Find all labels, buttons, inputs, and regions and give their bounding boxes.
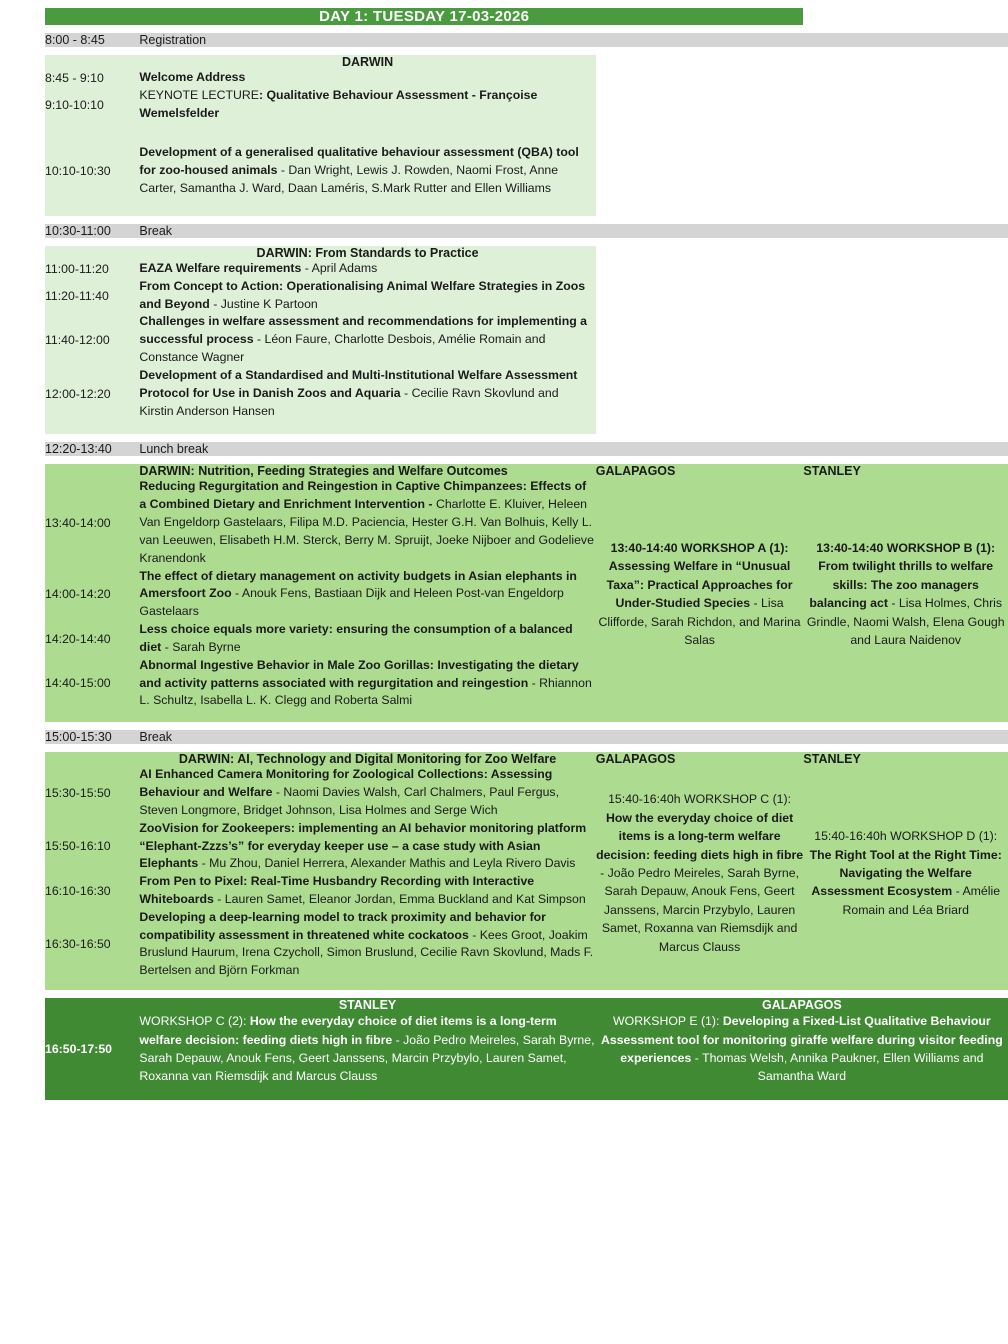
regurg-authors: Charlotte E. Kluiver, Heleen Van Engeldorp Gastelaars, Filipa M.D. Paciencia, Hester G.H. Van Bolhuis, Kelly L. van Leeuwen, Elisabeth H.M. Sterck, Berry M. Spruijt, Joeke Nijboer and Godelieve Kranendonk (139, 497, 594, 565)
cockatoos-title: Developing a deep-learning model to track proximity and behavior for compatibility assessment in threatened white cockatoos (139, 909, 546, 942)
nutrition-header-row (45, 464, 1008, 478)
qba-blank-row (45, 122, 1008, 144)
spacer (45, 744, 1008, 752)
nutrition-pad (45, 464, 139, 478)
spacer (45, 722, 1008, 730)
gap2 (139, 710, 595, 722)
session-header-ai: DARWIN: AI, Technology and Digital Monitoring for Zoo Welfare (139, 752, 595, 766)
gorillas-title: Abnormal Ingestive Behavior in Male Zoo Gorillas: Investigating the dietary and activity patterns associated with regurgitation and reingestion (139, 657, 579, 690)
day-banner-row (45, 8, 1008, 25)
eaza-time: 11:00-11:20 (45, 260, 139, 278)
regurg-title: Reducing Regurgitation and Reingestion in Captive Chimpanzees: Effects of a Combined Dietary and Enrichment Intervention - (139, 479, 587, 512)
gap4 (803, 980, 1008, 990)
cockatoos-authors: - Kees Groot, Joakim Bruslund Haurum, Irena Czycholl, Simon Bruslund, Cecilie Ravn Skovlund, Mads F. Bertelsen and Björn Forkman (139, 927, 594, 978)
gap (45, 980, 139, 990)
day-banner: DAY 1: TUESDAY 17-03-2026 (45, 8, 803, 25)
evening-content-row (45, 1012, 1008, 1086)
lunch-label: Lunch break (139, 442, 595, 456)
challenges-title: Challenges in welfare assessment and recommendations for implementing a successful process (139, 314, 588, 347)
standards-bottom-gap (45, 420, 1008, 434)
lunch-time: 12:20-13:40 (45, 442, 139, 456)
workshop-c2-title: How the everyday choice of diet items is a long-term welfare decision: feeding diets high in fibre (139, 1014, 557, 1047)
workshop-c1-time: 15:40-16:40h WORKSHOP C (1): (608, 792, 792, 807)
standards-pad (45, 246, 139, 260)
regurg-entry (139, 478, 595, 567)
blank-col-2 (803, 55, 1008, 69)
blank-col-2 (803, 313, 1008, 366)
room-header-stanley-1: STANLEY (803, 464, 1008, 478)
danish-authors: - Cecilie Ravn Skovlund and Kirstin Anderson Hansen (139, 385, 559, 418)
qba-gap-2 (139, 122, 595, 144)
registration-label: Registration (139, 33, 595, 47)
danish-time: 12:00-12:20 (45, 367, 139, 420)
regurg-row (45, 478, 1008, 567)
blank-col-1 (596, 313, 804, 366)
camera-entry (139, 766, 595, 819)
session-header-nutrition: DARWIN: Nutrition, Feeding Strategies and Welfare Outcomes (139, 464, 595, 478)
elephants-entry (139, 568, 595, 621)
qba-entry (139, 144, 595, 197)
welcome-row (45, 69, 1008, 87)
break1-time: 10:30-11:00 (45, 224, 139, 238)
break2-blank-2 (803, 730, 1008, 744)
gap (45, 710, 139, 722)
camera-time: 15:30-15:50 (45, 766, 139, 819)
workshop-e-cell (596, 1012, 1008, 1086)
zoovision-entry (139, 820, 595, 873)
spacer (45, 456, 1008, 464)
blank-col-1 (596, 278, 804, 314)
registration-blank-1 (596, 33, 804, 47)
penpixel-time: 16:10-16:30 (45, 873, 139, 909)
room-header-galapagos-2: GALAPAGOS (596, 752, 804, 766)
spacer (45, 238, 1008, 246)
spacer (45, 47, 1008, 55)
concept-time: 11:20-11:40 (45, 278, 139, 314)
gap2 (139, 980, 595, 990)
blank-col-2 (803, 198, 1008, 216)
regurg-time: 13:40-14:00 (45, 478, 139, 567)
gap (45, 198, 139, 216)
nutrition-bottom-gap (45, 710, 1008, 722)
challenges-row (45, 313, 1008, 366)
workshop-a-time: 13:40-14:40 WORKSHOP A (1): (610, 540, 789, 555)
spacer (45, 0, 1008, 8)
session-header-standards: DARWIN: From Standards to Practice (139, 246, 595, 260)
workshop-e-title: Developing a Fixed-List Qualitative Behaviour Assessment tool for monitoring giraffe welfare during visitor feeding experiences (600, 1014, 1003, 1065)
elephants-authors: - Anouk Fens, Bastiaan Dijk and Heleen Post-van Engeldorp Gastelaars (139, 586, 564, 619)
workshop-e-time: WORKSHOP E (1): (613, 1014, 723, 1029)
keynote-row (45, 87, 1008, 123)
blank-col-2 (803, 246, 1008, 260)
keynote-label: KEYNOTE LECTURE (139, 87, 259, 102)
blank-col-2 (803, 420, 1008, 434)
gap (45, 1086, 139, 1100)
blank-col-1 (596, 198, 804, 216)
cockatoos-time: 16:30-16:50 (45, 909, 139, 980)
evening-pad (45, 998, 139, 1012)
workshop-c1-authors: - João Pedro Meireles, Sarah Byrne, Sarah Depauw, Anouk Fens, Geert Janssens, Marcin Przybylo, Lauren Samet, Roxanna van Riemsdijk and Marcus Clauss (600, 865, 800, 954)
concept-row (45, 278, 1008, 314)
break2-row (45, 730, 1008, 744)
gap2 (139, 420, 595, 434)
break1-row (45, 224, 1008, 238)
workshop-b-cell (803, 478, 1008, 710)
workshop-c2-cell (139, 1012, 595, 1086)
break1-blank-1 (596, 224, 804, 238)
elephants-title: The effect of dietary management on activity budgets in Asian elephants in Amersfoort Zoo (139, 568, 577, 601)
registration-blank-2 (803, 33, 1008, 47)
room-header-darwin-1: DARWIN (139, 55, 595, 69)
lesschoice-entry (139, 621, 595, 657)
workshop-a-title: Assessing Welfare in “Unusual Taxa”: Practical Approaches for Under-Studied Species (606, 559, 793, 611)
concept-authors: - Justine K Partoon (209, 296, 318, 311)
zoovision-authors: - Mu Zhou, Daniel Herrera, Alexander Mathis and Leyla Rivero Davis (198, 856, 576, 871)
camera-row (45, 766, 1008, 819)
gorillas-time: 14:40-15:00 (45, 657, 139, 710)
blank-col-2 (803, 260, 1008, 278)
penpixel-authors: - Lauren Samet, Eleanor Jordan, Emma Buckland and Kat Simpson (213, 891, 586, 906)
ai-bottom-gap (45, 980, 1008, 990)
gap2 (139, 198, 595, 216)
spacer (45, 990, 1008, 998)
break2-time: 15:00-15:30 (45, 730, 139, 744)
lunch-blank-1 (596, 442, 804, 456)
blank-col-1 (596, 420, 804, 434)
gorillas-entry (139, 657, 595, 710)
eaza-row (45, 260, 1008, 278)
workshop-c1-title: How the everyday choice of diet items is a long-term welfare decision: feeding diets high in fibre (596, 810, 804, 862)
qba-time: 10:10-10:30 (45, 144, 139, 197)
gap4 (803, 710, 1008, 722)
welcome-title (139, 69, 595, 87)
workshop-b-time: 13:40-14:40 WORKSHOP B (1): (816, 540, 996, 555)
challenges-authors: - Léon Faure, Charlotte Desbois, Amélie Romain and Constance Wagner (139, 332, 546, 365)
lesschoice-time: 14:20-14:40 (45, 621, 139, 657)
elephants-time: 14:00-14:20 (45, 568, 139, 621)
workshop-d-authors: - Amélie Romain and Léa Briard (842, 884, 1001, 917)
blank-col-2 (803, 69, 1008, 87)
evening-bottom-gap (45, 1086, 1008, 1100)
registration-time: 8:00 - 8:45 (45, 33, 139, 47)
welcome-time: 8:45 - 9:10 (45, 69, 139, 87)
room-header-stanley-2: STANLEY (803, 752, 1008, 766)
qba-title: Development of a generalised qualitative behaviour assessment (QBA) tool for zoo-housed animals (139, 145, 579, 178)
workshop-e-authors: - Thomas Welsh, Annika Paukner, Ellen Williams and Samantha Ward (691, 1051, 984, 1084)
eaza-authors: - April Adams (301, 260, 378, 275)
blank-col-2 (803, 367, 1008, 420)
room-header-galapagos-3: GALAPAGOS (596, 998, 1008, 1012)
break1-label: Break (139, 224, 595, 238)
cockatoos-entry (139, 909, 595, 980)
evening-header-row (45, 998, 1008, 1012)
workshop-d-title: The Right Tool at the Right Time: Navigating the Welfare Assessment Ecosystem (809, 847, 1002, 899)
workshop-c2-authors: - João Pedro Meireles, Sarah Byrne, Sarah Depauw, Anouk Fens, Geert Janssens, Marcin Przybylo, Lauren Samet, Roxanna van Riemsdijk and Marcus Clauss (139, 1032, 595, 1084)
blank-col-1 (596, 367, 804, 420)
darwin-header-row-1 (45, 55, 1008, 69)
welcome-title-text: Welcome Address (139, 70, 246, 84)
blank-col-1 (596, 69, 804, 87)
evening-time: 16:50-17:50 (45, 1012, 139, 1086)
workshop-a-cell (596, 478, 804, 710)
gap3 (596, 1086, 1008, 1100)
eaza-title: EAZA Welfare requirements (139, 260, 302, 275)
gap (45, 420, 139, 434)
blank-col-1 (596, 260, 804, 278)
gap2 (139, 1086, 595, 1100)
standards-header-row (45, 246, 1008, 260)
blank-col-1 (596, 144, 804, 197)
blank-col-2 (803, 122, 1008, 144)
workshop-c2-time: WORKSHOP C (2): (139, 1014, 250, 1029)
zoovision-title: ZooVision for Zookeepers: implementing an AI behavior monitoring platform “Elephant-Zzzs’s” for everyday keeper use – a case study with Asian Elephants (139, 820, 587, 871)
lesschoice-authors: - Sarah Byrne (161, 639, 241, 654)
workshop-b-authors: - Lisa Holmes, Chris Grindle, Naomi Walsh, Elena Gough and Laura Naidenov (806, 596, 1005, 648)
workshop-b-title: From twilight thrills to welfare skills: The zoo managers balancing act (809, 559, 994, 611)
gap3 (596, 710, 804, 722)
blank-col-2 (803, 144, 1008, 197)
room-header-galapagos-1: GALAPAGOS (596, 464, 804, 478)
room-header-stanley-3: STANLEY (139, 998, 595, 1012)
break2-blank-1 (596, 730, 804, 744)
qba-row (45, 144, 1008, 197)
danish-entry (139, 367, 595, 420)
blank-col-1 (596, 122, 804, 144)
gap3 (596, 980, 804, 990)
blank-col-1 (596, 55, 804, 69)
keynote-entry (139, 87, 595, 123)
break2-label: Break (139, 730, 595, 744)
keynote-time: 9:10-10:10 (45, 87, 139, 123)
gorillas-authors: - Rhiannon L. Schultz, Isabella L. K. Clegg and Roberta Salmi (139, 675, 592, 708)
penpixel-entry (139, 873, 595, 909)
spacer (45, 434, 1008, 442)
blank-col-2 (803, 278, 1008, 314)
ai-pad (45, 752, 139, 766)
challenges-entry (139, 313, 595, 366)
challenges-time: 11:40-12:00 (45, 313, 139, 366)
danish-title: Development of a Standardised and Multi-Institutional Welfare Assessment Protocol for Use in Danish Zoos and Aquaria (139, 367, 578, 400)
blank-col-1 (596, 246, 804, 260)
workshop-c1-cell (596, 766, 804, 980)
blank-col-1 (596, 87, 804, 123)
qba-authors: - Dan Wright, Lewis J. Rowden, Naomi Frost, Anne Carter, Samantha J. Ward, Daan Laméris, S.Mark Rutter and Ellen Williams (139, 163, 559, 196)
keynote-title: : Qualitative Behaviour Assessment - Françoise Wemelsfelder (139, 87, 538, 120)
qba-bottom-gap (45, 198, 1008, 216)
schedule-table (45, 0, 1008, 1100)
workshop-d-cell (803, 766, 1008, 980)
penpixel-title: From Pen to Pixel: Real-Time Husbandry Recording with Interactive Whiteboards (139, 874, 535, 906)
darwin-header-pad (45, 55, 139, 69)
workshop-d-time: 15:40-16:40h WORKSHOP D (1): (814, 829, 998, 844)
lunch-blank-2 (803, 442, 1008, 456)
qba-gap (45, 122, 139, 144)
workshop-a-authors: - Lisa Clifforde, Sarah Richdon, and Marina Salas (598, 596, 801, 648)
camera-title: AI Enhanced Camera Monitoring for Zoological Collections: Assessing Behaviour and Welfare (139, 767, 553, 800)
break1-blank-2 (803, 224, 1008, 238)
spacer (45, 25, 1008, 33)
lesschoice-title: Less choice equals more variety: ensuring the consumption of a balanced diet (139, 622, 573, 654)
camera-authors: - Naomi Davies Walsh, Carl Chalmers, Paul Fergus, Steven Longmore, Bridget Johnson, Lisa Holmes and Serge Wich (139, 785, 559, 817)
ai-header-row (45, 752, 1008, 766)
concept-title: From Concept to Action: Operationalising Animal Welfare Strategies in Zoos and Beyond (139, 278, 586, 311)
banner-filler (803, 8, 1008, 25)
concept-entry (139, 278, 595, 314)
blank-col-2 (803, 87, 1008, 123)
registration-row (45, 33, 1008, 47)
zoovision-time: 15:50-16:10 (45, 820, 139, 873)
lunch-row (45, 442, 1008, 456)
danish-row (45, 367, 1008, 420)
spacer (45, 216, 1008, 224)
eaza-entry (139, 260, 595, 278)
